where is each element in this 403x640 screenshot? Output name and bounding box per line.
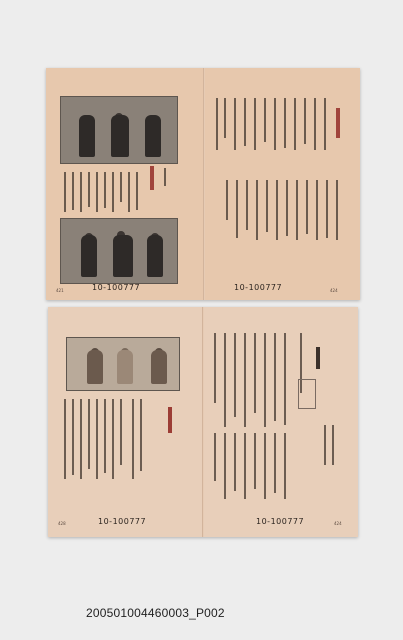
bottom-left-red-heading: [168, 407, 172, 433]
bottom-right-heading: [316, 347, 320, 369]
top-left-page-number: 10-100777: [92, 283, 141, 292]
bottom-right-boxed-heading: [298, 379, 316, 409]
top-right-page-number: 10-100777: [234, 283, 283, 292]
top-upper-photo: [60, 96, 178, 164]
bottom-left-page-number: 10-100777: [98, 517, 147, 526]
bottom-right-corner-number: 424: [334, 521, 342, 526]
bottom-right-page-number: 10-100777: [256, 517, 305, 526]
bottom-sheet-fold: [202, 307, 204, 537]
bottom-photo: [66, 337, 180, 391]
archive-caption: 200501004460003_P002: [86, 606, 225, 620]
top-sheet-fold: [203, 68, 205, 300]
top-document-sheet: [46, 68, 360, 300]
top-left-red-heading: [150, 166, 154, 190]
top-lower-photo: [60, 218, 178, 284]
top-right-corner-number: 424: [330, 288, 338, 293]
bottom-document-sheet: [48, 307, 358, 537]
top-left-corner-number: 421: [56, 288, 64, 293]
bottom-left-corner-number: 428: [58, 521, 66, 526]
top-right-red-heading: [336, 108, 340, 138]
